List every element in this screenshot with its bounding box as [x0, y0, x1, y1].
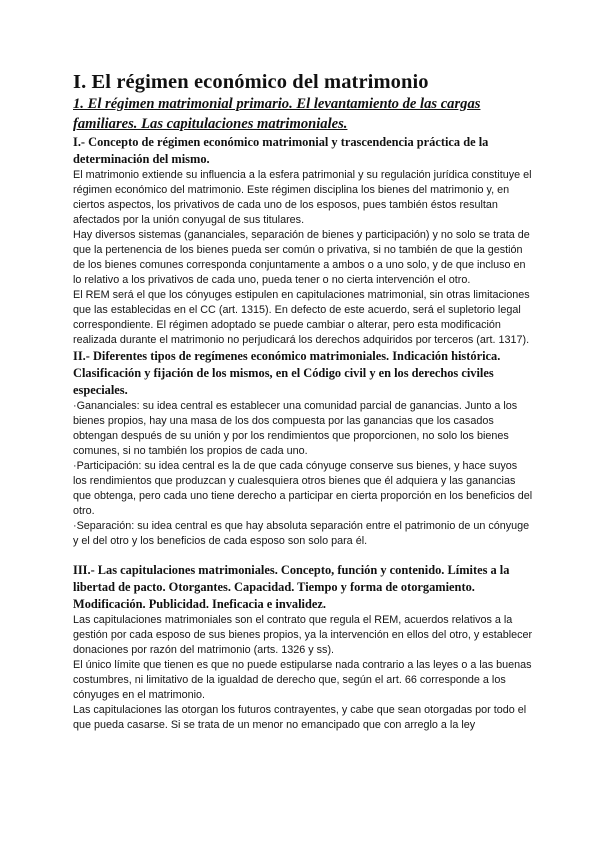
paragraph: El único límite que tienen es que no puede estipularse nada contrario a las leyes o a las buenas costumbres, ni limitativo de la igualdad de derecho que, según el art. 66 corresponde a los cónyuges en el matrimonio.	[73, 659, 532, 701]
paragraph: ·Participación: su idea central es la de que cada cónyuge conserve sus bienes, y hace suyos los rendimientos que produzcan y cualesquiera otros bienes que él adquiera y las ganancias que obtenga, pero cada uno tiene derecho a participar en cierta proporción en los beneficios del otro.	[73, 460, 533, 517]
paragraph: Hay diversos sistemas (gananciales, separación de bienes y participación) y no solo se trata de que la pertenencia de los bienes pueda ser común o privativa, si no también de que la gestión de los bienes comunes corresponda conjuntamente a ambos o a uno solo, y de que incluso en lo relativo a los privativos de cada uno, pueda tener o no cierta intervención el otro.	[73, 229, 530, 286]
document-title: I. El régimen económico del matrimonio	[73, 71, 429, 93]
paragraph: Las capitulaciones las otorgan los futuros contrayentes, y cabe que sean otorgadas por todo el que pueda casarse. Si se trata de un menor no emancipado que con arreglo a la ley	[73, 704, 527, 731]
paragraph: El REM será el que los cónyuges estipulen en capitulaciones matrimonial, sin otras limitaciones que las establecidas en el CC (art. 1315). En defecto de este acuerdo, será el supletorio legal correspondiente. El régimen adoptado se puede cambiar o alterar, pero esta modificación realizada durante el matrimonio no perjudicará los derechos adquiridos por terceros (art. 1317).	[73, 289, 530, 346]
paragraph: ·Gananciales: su idea central es establecer una comunidad parcial de ganancias. Junto a los bienes propios, hay una masa de los dos compuesta por las ganancias que los casados obtengan después de su unión y por los rendimientos que proporcionen, no solo los bienes comunes, si no también los propios de cada uno.	[73, 400, 518, 457]
paragraph: Las capitulaciones matrimoniales son el contrato que regula el REM, acuerdos relativos a la gestión por cada esposo de sus bienes propios, ya la intervención en ellos del otro, y establecer donaciones por razón del matrimonio (arts. 1326 y ss).	[73, 614, 533, 656]
paragraph: ·Separación: su idea central es que hay absoluta separación entre el patrimonio de un cónyuge y el del otro y los beneficios de cada esposo son solo para él.	[73, 520, 530, 547]
section-heading-1: I.- Concepto de régimen económico matrimonial y trascendencia práctica de la determinación del mismo.	[73, 135, 489, 166]
document-page	[73, 70, 533, 733]
section-heading-2: II.- Diferentes tipos de regímenes económico matrimoniales. Indicación histórica. Clasificación y fijación de los mismos, en el Código civil y en los derechos civiles especiales.	[73, 349, 501, 397]
paragraph: El matrimonio extiende su influencia a la esfera patrimonial y su regulación jurídica constituye el régimen económico del matrimonio. Este régimen disciplina los bienes del matrimonio y, en ciertos aspectos, los privativos de cada uno de los esposos, pues también éstos resultan afectados por la unión conyugal de sus titulares.	[73, 169, 532, 226]
document-subtitle: 1. El régimen matrimonial primario. El levantamiento de las cargas familiares. Las capitulaciones matrimoniales.	[73, 96, 481, 132]
section-heading-3: III.- Las capitulaciones matrimoniales. Concepto, función y contenido. Límites a la libertad de pacto. Otorgantes. Capacidad. Tiempo y forma de otorgamiento. Modificación. Publicidad. Ineficacia e invalidez.	[73, 563, 510, 611]
section-spacer	[73, 549, 533, 562]
